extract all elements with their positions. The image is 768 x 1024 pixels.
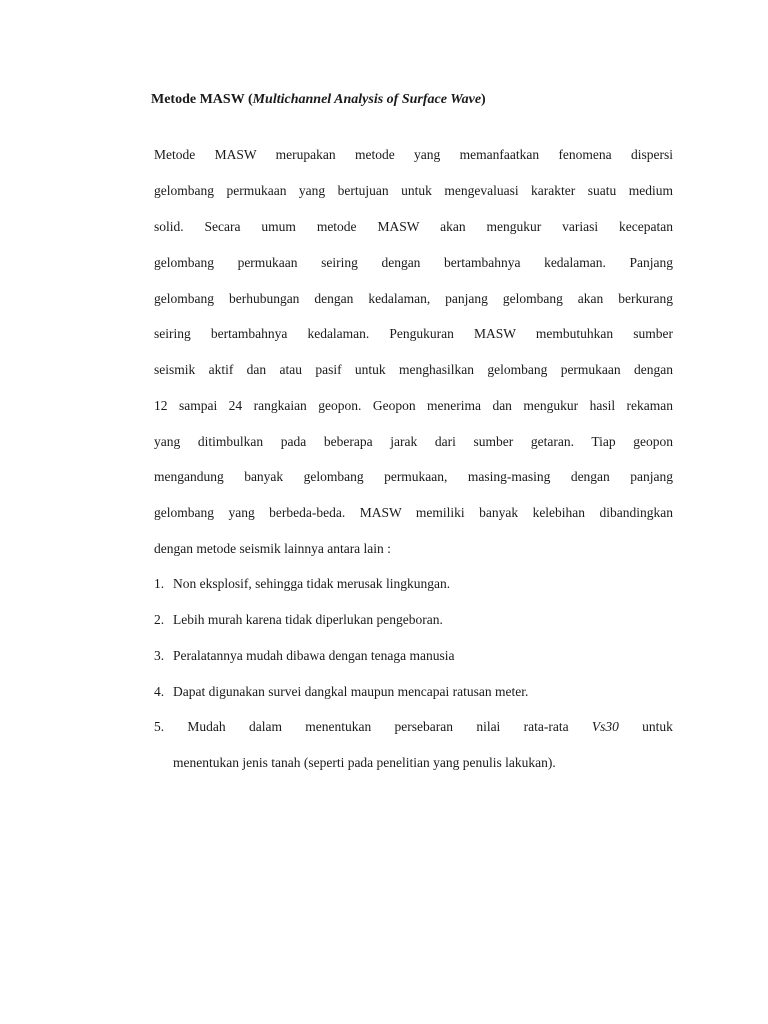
paragraph-line: solid. Secara umum metode MASW akan mengukur variasi kecepatan xyxy=(154,219,673,234)
list-word: dalam xyxy=(248,719,282,734)
vs30-term: Vs30 xyxy=(591,719,619,734)
paragraph-line: gelombang yang berbeda-beda. MASW memiliki banyak kelebihan dibandingkan xyxy=(154,505,673,520)
heading-prefix: Metode MASW ( xyxy=(151,92,253,107)
paragraph-line: gelombang permukaan yang bertujuan untuk mengevaluasi karakter suatu medium xyxy=(154,183,673,198)
list-word: rata-rata xyxy=(523,719,569,734)
list-item xyxy=(154,574,450,594)
list-number: 2. xyxy=(154,612,165,627)
paragraph-line: Metode MASW merupakan metode yang memanfaatkan fenomena dispersi xyxy=(154,147,673,162)
list-item xyxy=(154,610,443,630)
paragraph-line: seiring bertambahnya kedalaman. Pengukuran MASW membutuhkan sumber xyxy=(154,326,673,341)
list-word: menentukan xyxy=(305,719,372,734)
heading-italic-title: Multichannel Analysis of Surface Wave xyxy=(252,92,482,107)
list-word: Mudah xyxy=(187,719,226,734)
list-number: 1. xyxy=(154,576,165,591)
list-item xyxy=(154,682,528,702)
paragraph-line: 12 sampai 24 rangkaian geopon. Geopon menerima dan mengukur hasil rekaman xyxy=(154,398,673,413)
list-number: 3. xyxy=(154,648,165,663)
paragraph-line: mengandung banyak gelombang permukaan, masing-masing dengan panjang xyxy=(154,469,673,484)
paragraph-line: gelombang permukaan seiring dengan bertambahnya kedalaman. Panjang xyxy=(154,255,673,270)
paragraph-line: yang ditimbulkan pada beberapa jarak dari sumber getaran. Tiap geopon xyxy=(154,434,673,449)
list-word: persebaran xyxy=(394,719,454,734)
list-word: untuk xyxy=(642,719,673,734)
paragraph-line: dengan metode seismik lainnya antara lain : xyxy=(154,541,391,556)
list-word: nilai xyxy=(476,719,501,734)
paragraph-line: gelombang berhubungan dengan kedalaman, panjang gelombang akan berkurang xyxy=(154,291,673,306)
list-text: Peralatannya mudah dibawa dengan tenaga manusia xyxy=(173,648,455,663)
list-text: Lebih murah karena tidak diperlukan pengeboran. xyxy=(173,612,443,627)
list-number: 5. xyxy=(154,719,165,734)
list-item xyxy=(154,717,673,737)
list-text: Dapat digunakan survei dangkal maupun mencapai ratusan meter. xyxy=(173,684,529,699)
list-text: Non eksplosif, sehingga tidak merusak lingkungan. xyxy=(173,576,451,591)
list-item xyxy=(154,646,455,666)
paragraph-line: seismik aktif dan atau pasif untuk menghasilkan gelombang permukaan dengan xyxy=(154,362,673,377)
heading-suffix: ) xyxy=(481,92,486,107)
list-item-continuation: menentukan jenis tanah (seperti pada penelitian yang penulis lakukan). xyxy=(173,755,556,770)
section-heading xyxy=(151,92,486,108)
list-number: 4. xyxy=(154,684,165,699)
